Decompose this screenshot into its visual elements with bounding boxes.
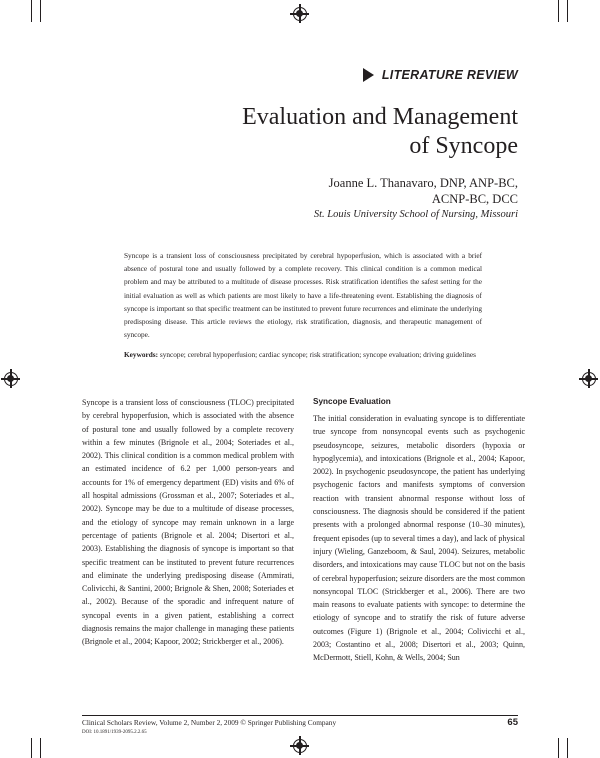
crop-mark	[31, 0, 32, 22]
title-line: Evaluation and Management	[242, 104, 518, 130]
author-affiliation: St. Louis University School of Nursing, Missouri	[313, 209, 518, 220]
journal-citation: Clinical Scholars Review, Volume 2, Number 2, 2009 © Springer Publishing Company	[82, 718, 337, 727]
section-heading: Syncope Evaluation	[313, 397, 391, 406]
title-line: of Syncope	[409, 133, 518, 159]
crop-mark	[558, 738, 559, 758]
registration-mark-icon	[582, 372, 596, 386]
crop-mark	[567, 0, 568, 22]
body-column-left	[82, 396, 294, 649]
registration-mark-icon	[293, 7, 307, 21]
crop-mark	[40, 738, 41, 758]
registration-mark-icon	[4, 372, 18, 386]
keywords-label: Keywords:	[124, 350, 159, 359]
author-name: Joanne L. Thanavaro, DNP, ANP-BC,	[328, 176, 518, 190]
doi: DOI: 10.1891/1939-2095.2.2.65	[82, 730, 147, 735]
author-block	[314, 176, 518, 223]
page-number: 65	[507, 717, 518, 728]
article-title	[242, 103, 518, 161]
abstract: Syncope is a transient loss of consciousness precipitated by cerebral hypoperfusion, which is associated with a brief absence of postural tone and usually followed by a complete recovery. This clinical condition is a common medical problem and may be attributed to a multitude of disease processes. Risk stratification identifies the safest setting for the initial evaluation as well as which patients are most likely to have a life-threatening event. Establishing the diagnosis of syncope is important so that specific treatment can be instituted to prevent future recurrences and eliminate the underlying predisposing disease. This article reviews the etiology, risk stratification, diagnosis, and therapeutic management of syncope.	[124, 251, 482, 340]
keywords-list: syncope; cerebral hypoperfusion; cardiac syncope; risk stratification; syncope evaluation; driving guidelines	[159, 350, 476, 359]
arrow-right-icon	[363, 68, 374, 82]
registration-mark-icon	[293, 739, 307, 753]
footer-divider	[82, 715, 518, 716]
keywords	[124, 348, 482, 361]
crop-mark	[567, 738, 568, 758]
paragraph: Syncope is a transient loss of consciousness (TLOC) precipitated by cerebral hypoperfusion, which is associated with the absence of postural tone and usually followed by a complete recovery within a few minutes (Brignole et al., 2004; Soteriades et al., 2002). This clinical condition is a common medical problem with an estimated incidence of 6.2 per 1,000 person-years and accounts for 1% of emergency department (ED) visits and 6% of all hospital admissions (Grossman et al., 2007; Soteriades et al., 2002). Syncope may be due to a multitude of disease processes, and the etiology of syncope may remain unknown in a large percentage of patients (Brignole et al. 2004; Disertori et al., 2003). Establishing the diagnosis of syncope is important so that specific treatment can be instituted to prevent future recurrences and eliminate the underlying predisposing disease (Ammirati, Colivicchi, & Santini, 2000; Brignole & Shen, 2008; Soteriades et al., 2002). Because of the sporadic and infrequent nature of syncopal events in a given patient, establishing a correct diagnosis remains the major challenge in managing these patients (Brignole et al., 2004; Kapoor, 2002; Strickberger et al., 2006).	[82, 398, 294, 647]
section-header	[363, 68, 518, 82]
author-credentials: ACNP-BC, DCC	[431, 191, 518, 206]
crop-mark	[558, 0, 559, 22]
body-column-right	[313, 396, 525, 665]
crop-mark	[40, 0, 41, 22]
paragraph: The initial consideration in evaluating syncope is to differentiate true syncope from nonsyncopal events such as psychogenic pseudosyncope, seizures, metabolic disorders (hypoxia or hypoglycemia), and intoxications (Brignole et al., 2004; Kapoor, 2002). In psychogenic pseudosyncope, the patient has underlying psychogenic factors and manifests symptoms of conversion reaction with transient abnormal response without loss of consciousness. The diagnosis should be considered if the patient presents with a prolonged abnormal response (10–30 minutes), frequent episodes (up to several times a day), and lack of physical injury (Wieling, Ganzeboom, & Saul, 2004). Seizures, metabolic disorders, and intoxications may cause TLOC but not on the basis of cerebral hypoperfusion; seizure disorders are the most common nonsyncopal TLOC (Strickberger et al., 2006). There are two main reasons to evaluate patients with syncope: to determine the etiology of syncope and to stratify the risk of future adverse outcomes (Figure 1) (Brignole et al., 2004; Colivicchi et al., 2003; Costantino et al., 2008; Disertori et al., 2003; Quinn, McDermott, Stiell, Kohn, & Wells, 2004; Sun	[313, 414, 525, 663]
section-label: LITERATURE REVIEW	[381, 68, 518, 82]
crop-mark	[31, 738, 32, 758]
